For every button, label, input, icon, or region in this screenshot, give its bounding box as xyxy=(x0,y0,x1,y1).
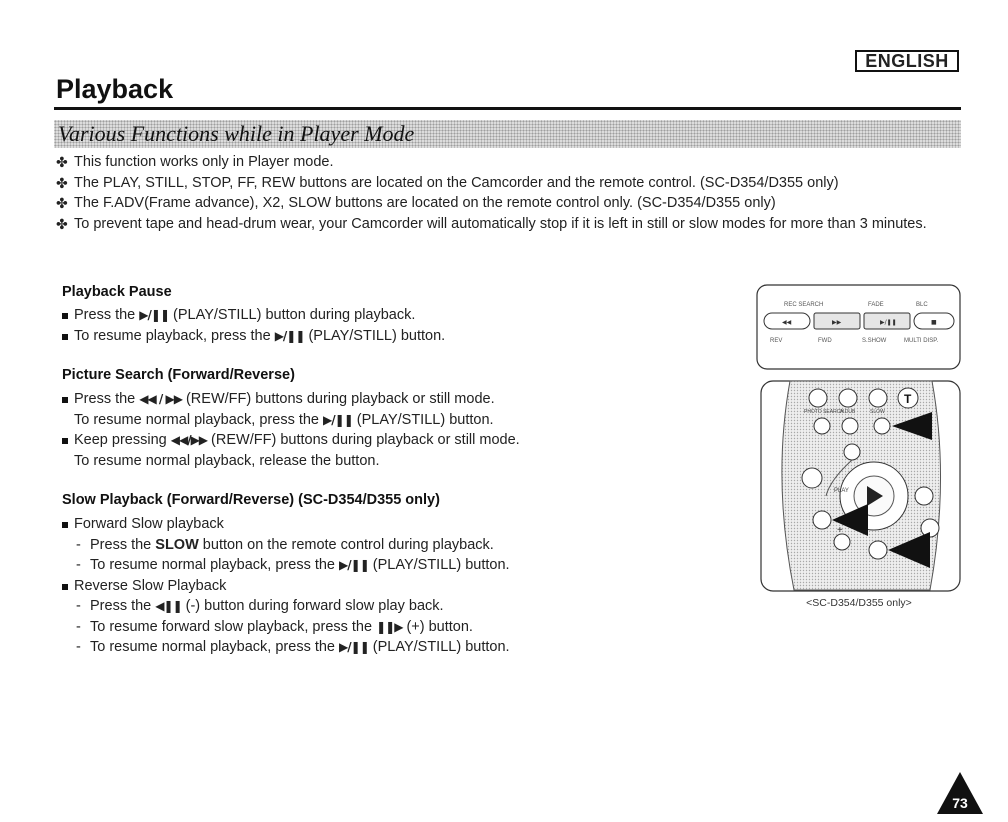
strip-label-multi-disp: MULTI DISP. xyxy=(904,338,939,344)
remote-button xyxy=(874,418,890,434)
dash-mark: - xyxy=(76,639,81,655)
remote-strip-illustration xyxy=(756,284,961,370)
square-bullet xyxy=(62,313,68,319)
strip-label-sshow: S.SHOW xyxy=(862,338,887,344)
adub-button xyxy=(839,389,857,407)
title-rule xyxy=(54,107,961,110)
item-text: Forward Slow playback xyxy=(74,516,224,532)
strip-label-rec-search: REC SEARCH xyxy=(784,302,824,308)
strip-stop-glyph: ■ xyxy=(931,319,937,326)
section-title: Various Functions while in Player Mode xyxy=(58,121,415,146)
continuation-line xyxy=(62,451,702,472)
strip-ff-glyph: ▶▶ xyxy=(832,319,842,326)
item-text: (REW/FF) buttons during playback or still mode. xyxy=(181,391,495,407)
list-item xyxy=(62,430,702,451)
slow-label: SLOW xyxy=(870,409,885,415)
item-text: To resume normal playback, press the xyxy=(74,411,324,428)
slow-key: SLOW xyxy=(155,536,199,553)
list-item xyxy=(62,514,702,535)
dash-mark: - xyxy=(76,557,81,573)
item-text: To resume normal playback, release the button. xyxy=(74,452,380,469)
intro-text: This function works only in Player mode. xyxy=(74,154,334,170)
adub-label: A.DUB xyxy=(840,409,856,415)
remote-button xyxy=(915,487,933,505)
remote-button xyxy=(842,418,858,434)
square-bullet xyxy=(62,522,68,528)
item-text: Press the xyxy=(90,598,156,614)
page-number: 73 xyxy=(952,795,968,811)
intro-item xyxy=(56,152,961,173)
play-still-symbol: ▶/❚❚ xyxy=(339,558,369,572)
play-label: PLAY xyxy=(834,488,849,494)
item-text: (PLAY/STILL) button. xyxy=(368,639,510,655)
remote-button xyxy=(834,534,850,550)
slow-playback-title: Slow Playback (Forward/Reverse) (SC-D354/D355 only) xyxy=(62,492,440,508)
item-text: To resume normal playback, press the xyxy=(90,557,340,573)
page-title: Playback xyxy=(56,74,174,104)
continuation-line xyxy=(62,410,702,431)
intro-text: To prevent tape and head-drum wear, your Camcorder will automatically stop if it is left in still or slow modes for more than 3 minutes. xyxy=(74,215,927,232)
square-bullet xyxy=(62,584,68,590)
dash-item xyxy=(62,555,702,576)
bullet-icon: ✤ xyxy=(56,195,68,211)
item-text: To resume forward slow playback, press the xyxy=(90,618,377,635)
strip-label-blc: BLC xyxy=(916,302,928,308)
slow-button xyxy=(869,389,887,407)
item-text: Press the xyxy=(90,536,156,553)
remote-body-illustration xyxy=(760,380,961,592)
list-item xyxy=(62,576,702,597)
item-text: To resume normal playback, press the xyxy=(90,639,340,655)
dash-mark: - xyxy=(76,536,81,553)
item-text: Press the xyxy=(74,307,140,323)
strip-label-fwd: FWD xyxy=(818,338,832,344)
item-text: To resume playback, press the xyxy=(74,327,275,344)
play-still-symbol: ▶/❚❚ xyxy=(274,328,305,343)
remote-button xyxy=(869,541,887,559)
rew-ff-symbol: ◀◀ / ▶▶ xyxy=(139,392,182,406)
remote-caption: <SC-D354/D355 only> xyxy=(806,597,912,609)
strip-label-rev: REV xyxy=(770,338,783,344)
square-bullet xyxy=(62,438,68,444)
list-item xyxy=(62,389,702,410)
item-text: (-) button during forward slow play back. xyxy=(181,598,444,614)
strip-label-fade: FADE xyxy=(868,302,884,308)
item-text: Reverse Slow Playback xyxy=(74,577,227,594)
intro-list xyxy=(56,152,961,234)
bullet-icon: ✤ xyxy=(56,215,68,232)
strip-rew-glyph: ◀◀ xyxy=(782,319,792,326)
language-label: ENGLISH xyxy=(855,50,959,72)
photo-search-button xyxy=(809,389,827,407)
item-text: Press the xyxy=(74,391,140,407)
page-number-badge xyxy=(935,770,985,816)
item-text: Keep pressing xyxy=(74,432,171,448)
item-text: (REW/FF) buttons during playback or still mode. xyxy=(207,432,520,448)
bullet-icon: ✤ xyxy=(56,174,68,191)
dash-mark: - xyxy=(76,618,81,635)
picture-search-list xyxy=(62,389,702,471)
square-bullet xyxy=(62,334,68,340)
remote-button xyxy=(814,418,830,434)
square-bullet xyxy=(62,397,68,403)
t-key-label: T xyxy=(904,392,912,406)
intro-text: The F.ADV(Frame advance), X2, SLOW buttons are located on the remote control only. (SC-D354/D355 only) xyxy=(74,195,776,211)
remote-button xyxy=(844,444,860,460)
picture-search-title: Picture Search (Forward/Reverse) xyxy=(62,367,295,383)
strip-play-glyph: ▶/❚❚ xyxy=(880,319,897,326)
item-text: button on the remote control during playback. xyxy=(198,536,494,553)
dash-item xyxy=(62,637,702,658)
rew-ff-symbol: ◀◀/▶▶ xyxy=(170,433,208,447)
photo-search-label: PHOTO SEARCH xyxy=(804,409,844,415)
dash-mark: - xyxy=(76,598,81,614)
intro-item xyxy=(56,173,961,194)
item-text: (PLAY/STILL) button. xyxy=(304,327,446,344)
slow-playback-list xyxy=(62,514,702,658)
play-still-symbol: ▶/❚❚ xyxy=(339,640,369,654)
intro-item xyxy=(56,193,961,214)
playback-pause-list xyxy=(62,305,702,346)
intro-item xyxy=(56,214,954,235)
item-text: (PLAY/STILL) button. xyxy=(352,411,494,428)
play-still-symbol: ▶/❚❚ xyxy=(323,412,353,427)
bullet-icon: ✤ xyxy=(56,154,68,170)
dash-item xyxy=(62,535,702,556)
remote-button xyxy=(813,511,831,529)
intro-text: The PLAY, STILL, STOP, FF, REW buttons are located on the Camcorder and the remote control. (SC-D354/D355 only) xyxy=(74,174,839,191)
list-item xyxy=(62,305,702,326)
item-text: (+) button. xyxy=(402,618,473,635)
playback-pause-title: Playback Pause xyxy=(62,284,172,300)
item-text: (PLAY/STILL) button during playback. xyxy=(169,307,416,323)
list-item xyxy=(62,326,702,347)
slow-reverse-symbol: ◀❚❚ xyxy=(155,599,182,613)
dash-item xyxy=(62,596,702,617)
dash-item xyxy=(62,617,702,638)
plus-label: + xyxy=(837,525,843,536)
remote-button xyxy=(802,468,822,488)
play-still-symbol: ▶/❚❚ xyxy=(139,308,170,322)
item-text: (PLAY/STILL) button. xyxy=(368,557,510,573)
slow-forward-symbol: ❚❚▶ xyxy=(376,619,403,634)
